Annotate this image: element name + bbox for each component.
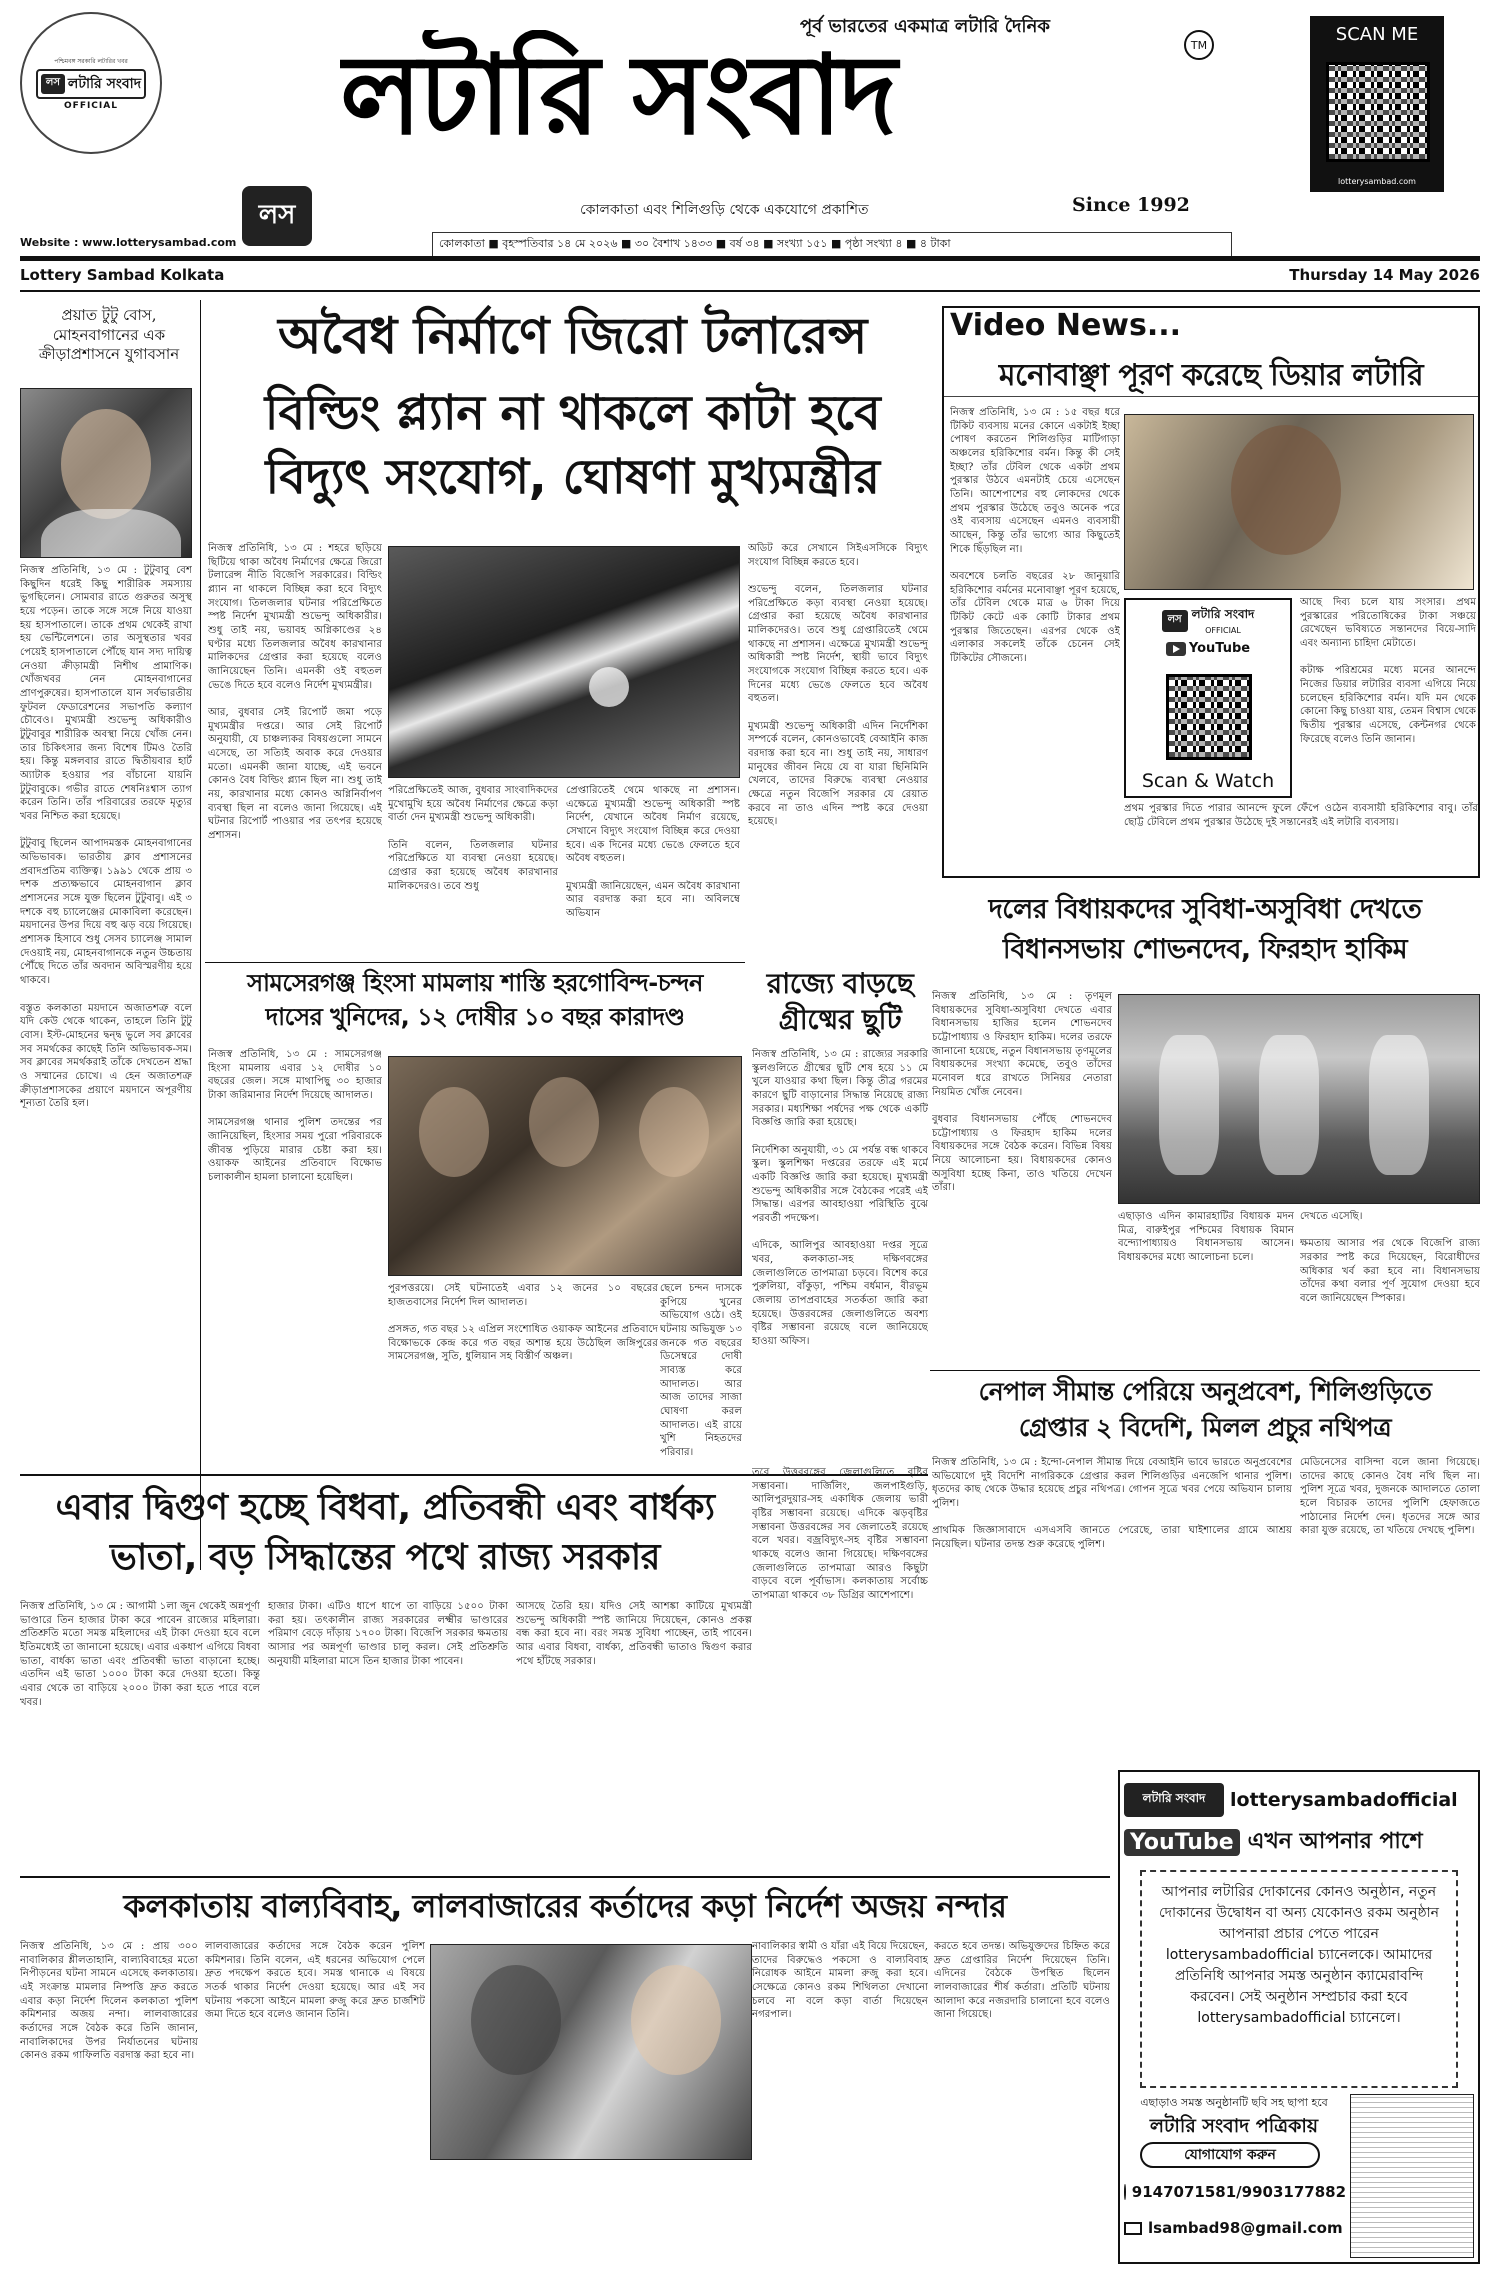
masthead-subtitle: কোলকাতা এবং শিলিগুড়ি থেকে একযোগে প্রকাশিত — [580, 202, 869, 218]
summer-headline-2: গ্রীষ্মের ছুটি — [778, 1003, 902, 1036]
childmarriage-body-a: নিজস্ব প্রতিনিধি, ১৩ মে : প্রায় ৩০০ নাবালিকার শ্লীলতাহানি, বাল্যবিবাহের মতো নিপীড়নের ঘটনা সামনে এসেছে কলকাতায়। এই সংক্রান্ত মামলার নিষ্পত্তি দ্রুত করতে এবার কড়া নির্দেশ দিলেন কলকাতা পুলিশ কমিশনার অজয় নন্দা। লালবাজারের কর্তাদের সঙ্গে বৈঠক করে তিনি জানান, নাবালিকাদের উপর নির্যাতনের ঘটনায় কোনও রকম গাফিলতি বরদাস্ত করা হবে না। — [20, 1941, 198, 2062]
summer-headline-1: রাজ্যে বাড়ছে — [766, 967, 914, 1000]
tiljala-fire-photo — [388, 546, 740, 778]
col-divider — [200, 300, 201, 1570]
harikishore-photo — [1124, 414, 1474, 590]
allowance-headline-1: এবার দ্বিগুণ হচ্ছে বিধবা, প্রতিবন্ধী এবং বার্ধক্য — [55, 1487, 715, 1528]
lead-headline-1: অবৈধ নির্মাণে জিরো টলারেন্স — [278, 307, 867, 365]
nepal-body-b: মেডিনেসের বাসিন্দা বলে জানা গিয়েছে। তাদের কাছে কোনও বৈধ নথি ছিল না। পুলিশ সূত্রে খবর, দুজনকে আদালতে তোলা হলে বিচারক তাদের পুলিশি হেফাজতে পাঠানোর নির্দেশ দেন। ধৃতদের সঙ্গে আর কারা যুক্ত রয়েছে, তা খতিয়ে দেখছে পুলিশ। — [1300, 1457, 1480, 1537]
assembly-body-b: এছাড়াও এদিন কামারহাটির বিধায়ক মদন মিত্র, বারুইপুর পশ্চিমের বিধায়ক বিমান বন্দ্যোপাধ্যায়ও বিধানসভায় আসেন। বিধায়কদের মধ্যে আলোচনা চলে। — [1118, 1211, 1294, 1264]
allowance-body-a: নিজস্ব প্রতিনিধি, ১৩ মে : আগামী ১লা জুন থেকেই অন্নপূর্ণা ভাণ্ডারে তিন হাজার টাকা করে পাবেন রাজ্যের মহিলারা। প্রতিশ্রুতি মতো সমস্ত মহিলাদের এই টাকা দেওয়া হবে বলে ইতিমধ্যেই তা জানানো হয়েছে। এবার একধাপ এগিয়ে বিধবা ভাতা, বার্ধক্য ভাতা এবং প্রতিবন্ধী ভাতা বাড়ানো হচ্ছে। এতদিন এই ভাতা ১০০০ টাকা করে দেওয়া হতো। কিন্তু এবার থেকে তা বাড়িয়ে ২০০০ টাকা করা হতে পারে বলে খবর। — [20, 1601, 260, 1708]
allowance-body-b: হাজার টাকা। এটিও ধাপে ধাপে তা বাড়িয়ে ১৫০০ টাকা করা হয়। তৎকালীন রাজ্য সরকারের লক্ষ্মীর ভাণ্ডারের পরিমাণ বেড়ে দাঁড়ায় ১৭০০ টাকা। বিজেপি সরকার ক্ষমতায় আসার পর অন্নপূর্ণা ভাণ্ডার চালু করল। সেই প্রতিশ্রুতি অনুযায়ী মহিলারা মাসে তিন হাজার টাকা পাবেন। — [268, 1601, 508, 1667]
lead-body-d: অডিট করে সেখানে সিইএসসিকে বিদ্যুৎ সংযোগ বিচ্ছিন্ন করতে হবে। শুভেন্দু বলেন, তিলজলার ঘটনার পরিপ্রেক্ষিতে কড়া ব্যবস্থা নেওয়া হয়েছে। গ্রেপ্তার করা হয়েছে অবৈধ কারখানার মালিকদেরও। তবে শুধু গ্রেপ্তারিতেই থেমে থাকছে না প্রশাসন। এক্ষেত্রে মুখ্যমন্ত্রী শুভেন্দু অধিকারী স্পষ্ট নির্দেশ, স্থায়ী ভাবে বিদ্যুৎ সংযোগকে সংযোগ বিচ্ছিন্ন করতে হবে। এক দিনের মধ্যে ভেঙে ফেলতে হবে অবৈধ বহুতল। মুখ্যমন্ত্রী শুভেন্দু অধিকারী এদিন নির্দেশিকা সম্পর্কে বলেন, কোনওভাবেই বেআইনি কাজ বরদাস্ত করা হবে না। শুধু তাই নয়, সাধারণ মানুষের জীবন নিয়ে যে বা যারা ছিনিমিনি খেলবে, তাদের বিরুদ্ধে ব্যবস্থা নেওয়ার ক্ষেত্রে নতুন বিজেপি সরকার যে রেয়াত করবে না তাও এদিন স্পষ্ট করে দেওয়া হয়েছে। — [748, 543, 928, 828]
ad-contact: যোগাযোগ করুন — [1140, 2142, 1320, 2168]
ls-icon: লস — [1162, 610, 1188, 632]
tutu-bose-photo — [20, 388, 192, 558]
newspaper-thumbnail — [1350, 2094, 1474, 2258]
assembly-headline-2: বিধানসভায় শোভনদেব, ফিরহাদ হাকিম — [1002, 934, 1408, 965]
assembly-photo — [1118, 994, 1480, 1204]
allowance-headline-2: ভাতা, বড় সিদ্ধান্তের পথে রাজ্য সরকার — [110, 1537, 660, 1578]
nepal-headline-1: নেপাল সীমান্ত পেরিয়ে অনুপ্রবেশ, শিলিগুড়িতে — [978, 1377, 1432, 1406]
ad-badge: লটারি সংবাদ — [1124, 1783, 1224, 1817]
childmarriage-body-c: নাবালিকার স্বামী ও যাঁরা এই বিয়ে দিয়েছেন, তাদের বিরুদ্ধেও পকসো ও বাল্যবিবাহ নিরোধক আইনে মামলা রুজু করা হবে। সেক্ষেত্রে কোনও রকম শিথিলতা দেখানো চলবে না বলে কড়া বার্তা দিয়েছেন নগরপাল। — [752, 1941, 928, 2021]
since-label: Since 1992 — [1072, 194, 1190, 216]
assembly-headline-1: দলের বিধায়কদের সুবিধা-অসুবিধা দেখতে — [988, 894, 1422, 925]
lead-headline-3: বিদ্যুৎ সংযোগ, ঘোষণা মুখ্যমন্ত্রীর — [265, 449, 880, 505]
samserganj-headline-2: দাসের খুনিদের, ১২ দোষীর ১০ বছর কারাদণ্ড — [265, 1003, 685, 1031]
childmarriage-body-d: করতে হবে তদন্ত। অভিযুক্তদের চিহ্নিত করে দ্রুত গ্রেপ্তারির নির্দেশ দিয়েছেন তিনি। এদিনের বৈঠকে উপস্থিত ছিলেন লালবাজারের শীর্ষ কর্তারা। প্রতিটি ঘটনায় আলাদা করে নজরদারি চালানো হবে বলেও জানা গিয়েছে। — [934, 1941, 1110, 2021]
samserganj-headline-1: সামসেরগঞ্জ হিংসা মামলায় শাস্তি হরগোবিন্দ-চন্দন — [247, 969, 703, 997]
childmarriage-headline: কলকাতায় বাল্যবিবাহ, লালবাজারের কর্তাদের কড়া নির্দেশ অজয় নন্দার — [123, 1887, 1007, 1925]
qr-url-label: lotterysambad.com — [1338, 177, 1416, 186]
dateline: কোলকাতা ■ বৃহস্পতিবার ১৪ মে ২০২৬ ■ ৩০ বৈশাখ ১৪৩৩ ■ বর্ষ ৩৪ ■ সংখ্যা ১৫১ ■ পৃষ্ঠা সংখ্যা ৪ ■ ৪ টাকা — [432, 232, 1232, 257]
left-logo-official: OFFICIAL — [64, 100, 118, 111]
left-logo-title: লটারি সংবাদ — [67, 75, 142, 92]
youtube-label: YouTube — [1124, 1829, 1240, 1856]
phone-icon — [1124, 2184, 1126, 2200]
scan-me-label: SCAN ME — [1335, 24, 1419, 45]
ad-email-row[interactable] — [1124, 2214, 1346, 2242]
edition-label: Lottery Sambad Kolkata — [20, 266, 225, 284]
lead-headline-2: বিল্ডিং প্ল্যান না থাকলে কাটা হবে — [264, 385, 881, 441]
trademark-symbol: TM — [1184, 30, 1214, 60]
samserganj-family-photo — [388, 1056, 742, 1276]
allowance-body-c: আসছে তৈরি হয়। যদিও সেই আশঙ্কা কাটিয়ে মুখ্যমন্ত্রী শুভেন্দু অধিকারী স্পষ্ট জানিয়ে দিয়েছেন, কোনও প্রকল্প বন্ধ করা হবে না। বরং সমস্ত সুবিধা পাচ্ছেন, তাই পাবেন। আর এবার বিধবা, বার্ধক্য, প্রতিবন্ধী ভাতাও দ্বিগুণ করার পথে হাঁটছে সরকার। — [516, 1601, 752, 1667]
youtube-label: YouTube — [1188, 641, 1251, 656]
ad-line-1: এছাড়াও সমস্ত অনুষ্ঠানটি ছবি সহ ছাপা হবে — [1140, 2096, 1328, 2109]
video-body-c: প্রথম পুরস্কার দিতে পারার আনন্দে ফুলে ফেঁপে ওঠেন ব্যবসায়ী হরিকিশোর বাবু। তাঁর ছোট্ট টেবিলে প্রথম পুরস্কার উঠেছে দুই সন্তানেরই এই লটারি ব্যবসায়। — [1124, 803, 1478, 828]
scan-watch-label: Scan & Watch — [1141, 770, 1275, 792]
section-rule — [205, 962, 745, 963]
lead-body-b: পরিপ্রেক্ষিতেই আজ, বুধবার সাংবাদিকদের মুখোমুখি হয়ে অবৈধ নির্মাণের ক্ষেত্রে কড়া বার্তা দেন মুখ্যমন্ত্রী শুভেন্দু অধিকারী। তিনি বলেন, তিলজলার ঘটনার পরিপ্রেক্ষিতে যা ব্যবস্থা নেওয়া হয়েছে। গ্রেপ্তার করা হয়েছে অবৈধ কারখানার মালিকদেরও। তবে শুধু — [388, 785, 558, 892]
left-logo-circle — [20, 12, 162, 154]
section-rule — [20, 1876, 1110, 1878]
scan-me-box[interactable] — [1310, 16, 1444, 192]
ad-tagline: এখন আপনার পাশে — [1247, 1828, 1423, 1854]
masthead-title: লটারি সংবাদ — [340, 31, 894, 159]
edition-rule — [20, 290, 1480, 292]
section-rule — [930, 1370, 1480, 1371]
youtube-play-icon — [1166, 642, 1186, 656]
ad-body: আপনার লটারির দোকানের কোনও অনুষ্ঠান, নতুন দোকানের উদ্বোধন বা অন্য যেকোনও রকম অনুষ্ঠান আপনারা প্রচার পেতে পারেন lotterysambadofficial চ্যানেলকে। আমাদের প্রতিনিধি আপনার সমস্ত অনুষ্ঠান ক্যামেরাবন্দি করবেন। সেই অনুষ্ঠান সম্প্রচার করা হবে lotterysambadofficial চ্যানেলে। — [1140, 1870, 1458, 2088]
samserganj-body-b: পুরপত্তরয়ে। সেই ঘটনাতেই এবার ১২ জনের ১০ বছরের হাজতবাসের নির্দেশ দিল আদালত। প্রসঙ্গত, গত বছর ১২ এপ্রিল সংশোধিত ওয়াকফ আইনের প্রতিবাদে বিক্ষোভকে কেন্দ্র করে গত বছর অশান্ত হয়ে উঠেছিল জঙ্গিপুরের সামসেরগঞ্জ, সুতি, ধুলিয়ান সহ বিস্তীর্ণ অঞ্চল। — [388, 1283, 658, 1363]
video-news-headline: মনোবাঞ্ছা পূরণ করেছে ডিয়ার লটারি — [944, 356, 1478, 397]
video-qr-code[interactable] — [1166, 674, 1252, 760]
masthead-qr-code[interactable] — [1326, 62, 1430, 162]
edition-date: Thursday 14 May 2026 — [1289, 266, 1480, 284]
ad-youtube-row — [1124, 1824, 1474, 1860]
assembly-body-a: নিজস্ব প্রতিনিধি, ১৩ মে : তৃণমূল বিধায়কদের সুবিধা-অসুবিধা দেখতে এবার বিধানসভায় হাজির হলেন শোভনদেব চট্টোপাধ্যায় ও ফিরহাদ হাকিম। দলের তরফে জানানো হয়েছে, নতুন বিধানসভায় তৃণমূলের বিধায়কদের সংখ্যা কমেছে, তবুও তাঁদের মনোবল ধরে রাখতে সিনিয়র নেতারা নিয়মিত খোঁজ নেবেন। বুধবার বিধানসভায় পৌঁছে শোভনদেব চট্টোপাধ্যায় ও ফিরহাদ হাকিম দলের বিধায়কদের সঙ্গে বৈঠক করেন। বিভিন্ন বিষয় নিয়ে আলোচনা হয়। বিধায়কদের কোনও অসুবিধা হচ্ছে কিনা, তাও খতিয়ে দেখেন তাঁরা। — [932, 991, 1112, 1194]
left-logo-small-text: পশ্চিমবঙ্গ সরকারি লটারির খবর — [54, 57, 128, 65]
summer-body: নিজস্ব প্রতিনিধি, ১৩ মে : রাজ্যের সরকারি স্কুলগুলিতে গ্রীষ্মের ছুটি শেষ হয়ে ১১ মে খুলে যাওয়ার কথা ছিল। কিন্তু তীব্র গরমের কারণে ছুটি বাড়ানোর সিদ্ধান্ত নিয়েছে রাজ্য সরকার। মধ্যশিক্ষা পর্ষদের পক্ষ থেকে একটি বিজ্ঞপ্তি জারি করা হয়েছে। নির্দেশিকা অনুযায়ী, ৩১ মে পর্যন্ত বন্ধ থাকবে স্কুল। স্কুলশিক্ষা দপ্তরের তরফে এই মর্মে একটি বিজ্ঞপ্তি জারি করা হয়েছে। মুখ্যমন্ত্রী শুভেন্দু অধিকারীর সঙ্গে বৈঠকের পরেই এই সিদ্ধান্ত। এরপর আবহাওয়া পরিস্থিতি বুঝে পরবর্তী পদক্ষেপ। এদিকে, আলিপুর আবহাওয়া দপ্তর সূত্রে খবর, কলকাতা-সহ দক্ষিণবঙ্গের জেলাগুলিতে তাপমাত্রা চড়বে। বিশেষ করে পুরুলিয়া, বাঁকুড়া, পশ্চিম বর্ধমান, বীরভূম জেলায় তাপপ্রবাহের সতর্কতা জারি করা হয়েছে। উত্তরবঙ্গের জেলাগুলিতে অবশ্য বৃষ্টির সম্ভাবনা রয়েছে বলে জানিয়েছে হাওয়া অফিস। — [752, 1049, 928, 1348]
police-commissioner-photo — [430, 1944, 752, 2160]
ad-line-2: লটারি সংবাদ পত্রিকায় — [1149, 2115, 1319, 2137]
email-icon — [1124, 2222, 1142, 2235]
masthead-rule — [20, 256, 1480, 261]
left-column-body: নিজস্ব প্রতিনিধি, ১৩ মে : টুটুবাবু বেশ কিছুদিন ধরেই কিছু শারীরিক সমস্যায় ভুগছিলেন। সোমবার রাতে গুরুতর অসুস্থ হয়ে পড়েন। তাকে সঙ্গে সঙ্গে নিয়ে যাওয়া হয় হাসপাতালে। তাকে প্রথম থেকেই রাখা হয় ভেন্টিলেশনে। তার অসুস্থতার খবর পেয়েই হাসপাতালে পৌঁছে যান সদ্য দায়িত্ব নেওয়া ক্রীড়ামন্ত্রী নিশীথ প্রামাণিক। খোঁজখবর নেন মোহনবাগানের প্রাণপুরুষের। হাসপাতালে যান সর্বভারতীয় ফুটবল ফেডারেশনের সভাপতি কল্যাণ চৌবেও। মুখ্যমন্ত্রী শুভেন্দু অধিকারীও টুটুবাবুর শারীরিক অবস্থা নিয়ে খোঁজ নেন। তার চিকিৎসার জন্য বিশেষ টিমও তৈরি হয়। কিন্তু মঙ্গলবার রাতে দ্বিতীয়বার হার্ট অ্যাটাক হওয়ার পর বাঁচানো যায়নি টুটুবাবুকে। গভীর রাতে শেষনিঃশ্বাস ত্যাগ করেন তিনি। তাঁর পরিবারের তরফে মৃত্যুর খবর নিশ্চিত করা হয়েছে। টুটুবাবু ছিলেন আপাদমস্তক মোহনবাগানের অভিভাবক। ভারতীয় ক্লাব প্রশাসনের প্রবাদপ্রতিম ব্যক্তিত্ব। ১৯৯১ থেকে প্রায় ৩ দশক প্রত্যক্ষভাবে মোহনবাগান ক্লাব প্রশাসনের সঙ্গে যুক্ত ছিলেন টুটুবাবু। এই ৩ দশকে বহু চ্যালেঞ্জের মোকাবিলা করেছেন। ময়দানের উপর দিয়ে বহু ঝড় বয়ে গিয়েছে। প্রশাসক হিসাবে শুধু সেসব চ্যালেঞ্জ সামাল দেওয়াই নয়, মোহনবাগানকে নতুন উচ্চতায় পৌঁছে দিতে তাঁর অবদান অবিস্মরণীয় হয়ে থাকবে। বস্তুত কলকাতা ময়দানে অজাতশত্রু বলে যদি কেউ থেকে থাকেন, তাহলে তিনি টুটু বোস। ইস্ট-মোহনের দ্বন্দ্ব ভুলে সব ক্লাবের সব সমর্থকের কাছেই তিনি অভিভাবক-সম। সব ক্লাবের সমর্থকরাই তাঁকে দেখতেন শ্রদ্ধা ও সম্মানের চোখে। এ হেন অজাতশত্রু ক্রীড়াপ্রশাসকের প্রয়াণে ময়দানে অপূরণীয় শূন্যতা তৈরি হল। — [20, 565, 192, 1110]
website-label[interactable]: Website : www.lotterysambad.com — [20, 236, 237, 249]
left-column-headline: প্রয়াত টুটু বোস, মোহনবাগানের এক ক্রীড়াপ্রশাসনে যুগাবসান — [38, 306, 180, 363]
rain-body: তবে উত্তরবঙ্গের জেলাগুলিতে বৃষ্টির সম্ভাবনা। দার্জিলিং, জলপাইগুড়ি, আলিপুরদুয়ার-সহ একাধিক জেলায় ভারী বৃষ্টির সম্ভাবনা রয়েছে। এদিকে ঝড়বৃষ্টির সম্ভাবনা উত্তরবঙ্গের সব জেলাতেই রয়েছে বলে খবর। বজ্রবিদ্যুৎ-সহ বৃষ্টির সম্ভাবনা থাকছে বলেও জানা গিয়েছে। দক্ষিণবঙ্গের জেলাগুলিতে তাপমাত্রা আরও কিছুটা বাড়বে বলে পূর্বাভাস। কলকাতায় সর্বোচ্চ তাপমাত্রা থাকবে ৩৮ ডিগ্রির আশেপাশে। — [752, 1467, 928, 1602]
youtube-qr-card[interactable] — [1124, 598, 1292, 798]
masthead-tagline: পূর্ব ভারতের একমাত্র লটারি দৈনিক — [800, 16, 1050, 37]
ad-phone: 9147071581/9903177882 — [1131, 2183, 1346, 2201]
samserganj-body-a: নিজস্ব প্রতিনিধি, ১৩ মে : সামসেরগঞ্জ হিংসা মামলায় এবার ১২ দোষীর ১০ বছরের জেল। সঙ্গে মাথাপিছু ৩০ হাজার টাকা জরিমানার নির্দেশ দিয়েছে আদালত। সামসেরগঞ্জ থানার পুলিশ তদন্তের পর জানিয়েছিল, হিংসার সময় পুরো পরিবারকে জীবন্ত পুড়িয়ে মারার চেষ্টা করা হয়। ওয়াকফ আইনের প্রতিবাদে বিক্ষোভ চলাকালীন হামলা চালানো হয়েছিল। — [208, 1049, 382, 1184]
nepal-headline-2: গ্রেপ্তার ২ বিদেশি, মিলল প্রচুর নথিপত্র — [1018, 1413, 1392, 1442]
ad-email: lsambad98@gmail.com — [1148, 2219, 1343, 2237]
childmarriage-body-b: লালবাজারের কর্তাদের সঙ্গে বৈঠক করেন পুলিশ কমিশনার। তিনি বলেন, এই ধরনের অভিযোগ পেলে দ্রুত পদক্ষেপ করতে হবে। সমস্ত থানাকে এ বিষয়ে সতর্ক থাকার নির্দেশ দেওয়া হয়েছে। আর এই সব ঘটনায় পকসো আইনে মামলা রুজু করে দ্রুত চার্জশিট জমা দিতে হবে বলেও জানান তিনি। — [205, 1941, 425, 2021]
ad-header — [1124, 1778, 1474, 1822]
nepal-body-a: নিজস্ব প্রতিনিধি, ১৩ মে : ইন্দো-নেপাল সীমান্ত দিয়ে বেআইনি ভাবে ভারতে অনুপ্রবেশের অভিযোগে দুই বিদেশি নাগরিককে গ্রেপ্তার করল শিলিগুড়ির এনজেপি থানার পুলিশ। ধৃতদের কাছ থেকে উদ্ধার হয়েছে প্রচুর নথিপত্র। গোপন সূত্রে খবর পেয়ে অভিযান চালায় পুলিশ। প্রাথমিক জিজ্ঞাসাবাদে এসএসবি জানতে পেরেছে, তারা ঘাইশালের গ্রামে আশ্রয় নিয়েছিল। ঘটনার তদন্ত শুরু করেছে পুলিশ। — [932, 1457, 1292, 1551]
ls-icon: লস — [41, 74, 65, 94]
video-body-a: নিজস্ব প্রতিনিধি, ১৩ মে : ১৫ বছর ধরে টিকিট ব্যবসায় মনের কোনে একটাই ইচ্ছা পোষণ করতেন শিলিগুড়ির মাটিগাড়া অঞ্চলের হরিকিশোর বর্মন। কিন্তু কী সেই ইচ্ছা? তাঁর টেবিল থেকে একটা প্রথম পুরস্কার উঠবে এমনটাই চেয়ে এসেছেন তিনি। আশেপাশের বহু লোকদের থেকে প্রথম পুরস্কার উঠেছে তবুও অনেক পরে ওই ব্যবসায় এসেছেন এমনও ব্যবসায়ী আছেন, কিন্তু তাঁর ভাগ্যে আর কিছুতেই শিকে ছিঁড়ছিল না। অবশেষে চলতি বছরের ২৮ জানুয়ারি হরিকিশোর বর্মনের মনোবাঞ্ছা পূরণ হয়েছে, তাঁর টেবিল থেকে মাত্র ৬ টাকা দিয়ে টিকিট কেটে এক কোটি টাকার প্রথম পুরস্কার জিতেছেন। এরপর থেকে ওই এলাকার সকলেই তাঁকে চেনেন সেই টিকিটের সৌজন্যে। — [950, 407, 1120, 665]
badge-official: OFFICIAL — [1205, 626, 1241, 635]
samserganj-body-c: ছেলে চন্দন দাসকে কুপিয়ে খুনের অভিযোগ ওঠে। ওই ঘটনায় অভিযুক্ত ১৩ জনকে গত বছরের ডিসেম্বরে দোষী সাব্যস্ত করে আদালত। আর আজ তাদের সাজা ঘোষণা করল আদালত। এই রায়ে খুশি নিহতদের পরিবার। — [660, 1283, 742, 1459]
ls-small-badge: লস — [242, 186, 312, 246]
lead-body-a: নিজস্ব প্রতিনিধি, ১৩ মে : শহরে ছড়িয়ে ছিটিয়ে থাকা অবৈধ নির্মাণের ক্ষেত্রে জিরো টলারেন্স নীতি বিজেপি সরকারের। বিল্ডিং প্ল্যান না থাকলে বিচ্ছিন্ন করা হবে বিদ্যুৎ সংযোগ। তিলজলার ঘটনার পরিপ্রেক্ষিতে স্পষ্ট নির্দেশ মুখ্যমন্ত্রী শুভেন্দু অধিকারীর। শুধু তাই নয়, ভয়াবহ অগ্নিকাণ্ডের ২৪ ঘণ্টার মধ্যে তিলজলার অবৈধ কারখানার মালিকদের গ্রেপ্তার করা হয়েছে বলেও জানিয়েছেন তিনি। এমনকী ওই বহুতল ভেঙে দিতে হবে বলেও নির্দেশ মুখ্যমন্ত্রীর। আর, বুধবার সেই রিপোর্ট জমা পড়ে মুখ্যমন্ত্রীর দপ্তরে। আর সেই রিপোর্ট অনুযায়ী, যে চাঞ্চল্যকর বিষয়গুলো সামনে এসেছে, তা সত্যিই অবাক করে দেওয়ার মতো। এমনকী জানা যাচ্ছে, এই ভবনে কোনও বৈধ বিল্ডিং প্ল্যান ছিল না। শুধু তাই নয়, কারখানার মধ্যে কোনও অগ্নিনির্বাপণ ব্যবস্থা ছিল না বলেও জানা গিয়েছে। এই ঘটনার রিপোর্ট পাওয়ার পর তৎপর হয়েছে প্রশাসন। — [208, 543, 382, 842]
ad-phone-row[interactable] — [1124, 2178, 1346, 2206]
assembly-body-c: দেখতে এসেছি। ক্ষমতায় আসার পর থেকে বিজেপি রাজ্য সরকার স্পষ্ট করে দিয়েছেন, বিরোধীদের অধিকার খর্ব করা হবে না। বিধানসভায় তাঁদের কথা বলার পূর্ণ সুযোগ দেওয়া হবে বলে জানিয়েছেন স্পিকার। — [1300, 1211, 1480, 1305]
ad-handle: lotterysambadofficial — [1230, 1789, 1458, 1811]
video-body-b: আছে দিব্য চলে যায় সংসার। প্রথম পুরস্কারের পরিতোষিকের টাকা সঞ্চয়ে রেখেছেন ভবিষ্যতে সন্তানদের বিয়ে-সাদি এবং অন্যান্য চাহিদা মেটাতে। কটাক্ষ পরিশ্রমের মধ্যে মনের আনন্দে নিজের ডিয়ার লটারির ব্যবসা এগিয়ে নিয়ে চলেছেন হরিকিশোর বর্মন। যদি মন থেকে কোনো কিছু চাওয়া যায়, তেমন বিশ্বাস থেকে দ্বিতীয় পুরস্কার এসেছে, কেন্টনগর থেকে ফিরেছে বলেও তিনি জানান। — [1300, 597, 1476, 745]
lead-body-c: প্রেপ্তারিতেই থেমে থাকছে না প্রশাসন। এক্ষেত্রে মুখ্যমন্ত্রী শুভেন্দু অধিকারী স্পষ্ট নির্দেশ, যেখানে অবৈধ নির্মাণ রয়েছে, সেখানে বিদ্যুৎ সংযোগ বিচ্ছিন্ন করে দেওয়া হবে। এক দিনের মধ্যে ভেঙে ফেলতে হবে অবৈধ বহুতল। মুখ্যমন্ত্রী জানিয়েছেন, এমন অবৈধ কারখানা আর বরদাস্ত করা হবে না। অবিলম্বে অভিযান — [566, 785, 740, 920]
badge-title: লটারি সংবাদ — [1191, 607, 1255, 621]
video-news-tab[interactable]: Video News... — [944, 308, 1244, 348]
